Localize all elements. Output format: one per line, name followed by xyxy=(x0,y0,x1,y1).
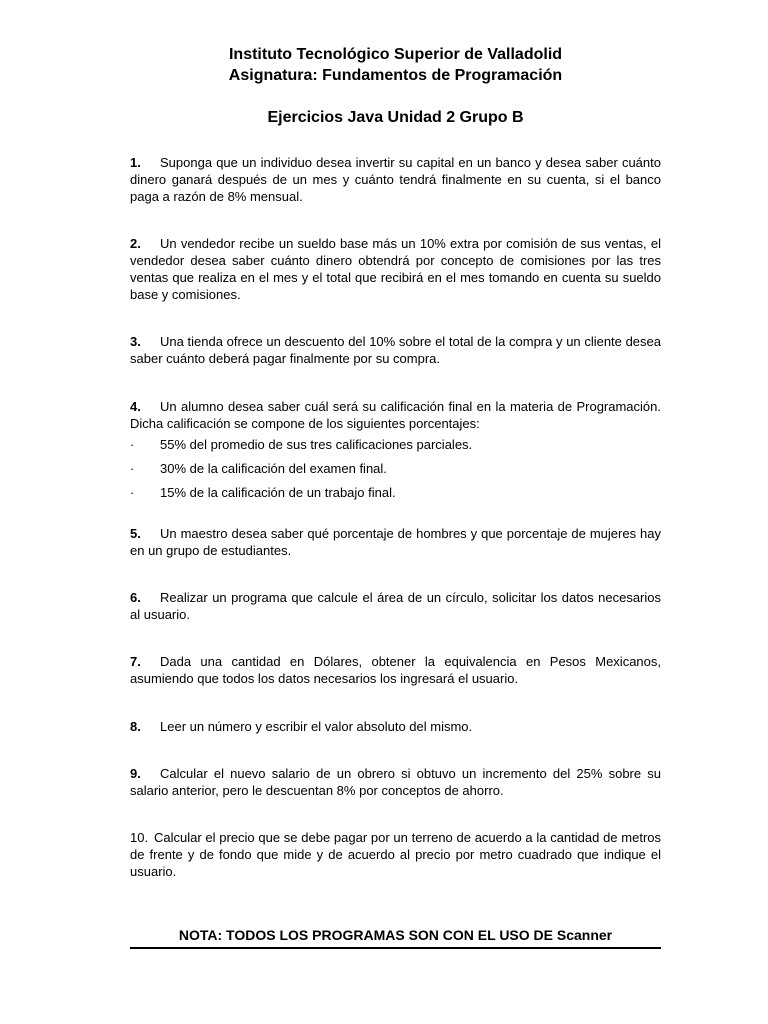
exercise-text: Suponga que un individuo desea invertir su capital en un banco y desea saber cuánto dinero ganará después de un mes y cuánto tendrá finalmente en su cuenta, si el banco paga a razón de 8% mensual. xyxy=(130,155,661,204)
exercise-4 xyxy=(130,398,661,501)
exercise-text: Realizar un programa que calcule el área de un círculo, solicitar los datos necesarios al usuario. xyxy=(130,590,661,622)
percentage-list xyxy=(130,436,661,501)
exercise-text: Un alumno desea saber cuál será su calificación final en la materia de Programación. Dicha calificación se compone de los siguientes porcentajes: xyxy=(130,399,661,431)
exercise-text: Un maestro desea saber qué porcentaje de hombres y que porcentaje de mujeres hay en un grupo de estudiantes. xyxy=(130,526,661,558)
bullet-symbol: · xyxy=(130,485,135,500)
bullet-symbol: · xyxy=(130,437,135,452)
list-item: · 15% de la calificación de un trabajo final. xyxy=(130,485,396,500)
document-page xyxy=(130,44,661,880)
exercise-text: Calcular el nuevo salario de un obrero si obtuvo un incremento del 25% sobre su salario anterior, pero le descuentan 8% por conceptos de ahorro. xyxy=(130,766,661,798)
bullet-symbol: · xyxy=(130,461,135,476)
exercise-text: Dada una cantidad en Dólares, obtener la equivalencia en Pesos Mexicanos, asumiendo que todos los datos necesarios los ingresará el usuario. xyxy=(130,654,661,686)
exercise-number: 8. xyxy=(130,719,141,734)
exercise-text: Un vendedor recibe un sueldo base más un 10% extra por comisión de sus ventas, el vendedor desea saber cuánto dinero obtendrá por concepto de comisiones por las tres ventas que realiza en el mes y el total que recibirá en el mes tomando en cuenta su sueldo base y comisiones. xyxy=(130,236,661,302)
course-title: Asignatura: Fundamentos de Programación xyxy=(228,67,563,84)
exercise-text: Calcular el precio que se debe pagar por un terreno de acuerdo a la cantidad de metros de frente y de fondo que mide y de acuerdo al precio por metro cuadrado que indique el usuario. xyxy=(130,830,661,879)
exercise-number: 3. xyxy=(130,334,141,349)
document-header xyxy=(110,44,681,86)
list-item: · 30% de la calificación del examen final. xyxy=(130,461,387,476)
exercise-number: 7. xyxy=(130,654,141,669)
exercise-7 xyxy=(130,653,661,687)
exercise-5 xyxy=(130,525,661,559)
exercise-number: 2. xyxy=(130,236,141,251)
scanner-note: NOTA: TODOS LOS PROGRAMAS SON CON EL USO DE Scanner xyxy=(130,926,661,949)
exercise-number: 6. xyxy=(130,590,141,605)
exercise-10 xyxy=(130,829,661,880)
exercise-8 xyxy=(130,718,661,735)
exercise-text: Leer un número y escribir el valor absoluto del mismo. xyxy=(160,719,473,734)
exercise-number: 5. xyxy=(130,526,141,541)
exercise-2 xyxy=(130,235,661,303)
exercise-3 xyxy=(130,333,661,367)
exercise-text: Una tienda ofrece un descuento del 10% sobre el total de la compra y un cliente desea saber cuánto deberá pagar finalmente por su compra. xyxy=(130,334,661,366)
exercise-set-title: Ejercicios Java Unidad 2 Grupo B xyxy=(267,109,524,126)
exercise-1 xyxy=(130,154,661,205)
exercise-number: 4. xyxy=(130,399,141,414)
list-item: · 55% del promedio de sus tres calificaciones parciales. xyxy=(130,437,473,452)
institution-title: Instituto Tecnológico Superior de Valladolid xyxy=(228,46,563,63)
exercise-number: 10. xyxy=(130,830,149,845)
exercise-9 xyxy=(130,765,661,799)
exercise-6 xyxy=(130,589,661,623)
exercise-number: 1. xyxy=(130,155,141,170)
exercise-number: 9. xyxy=(130,766,141,781)
